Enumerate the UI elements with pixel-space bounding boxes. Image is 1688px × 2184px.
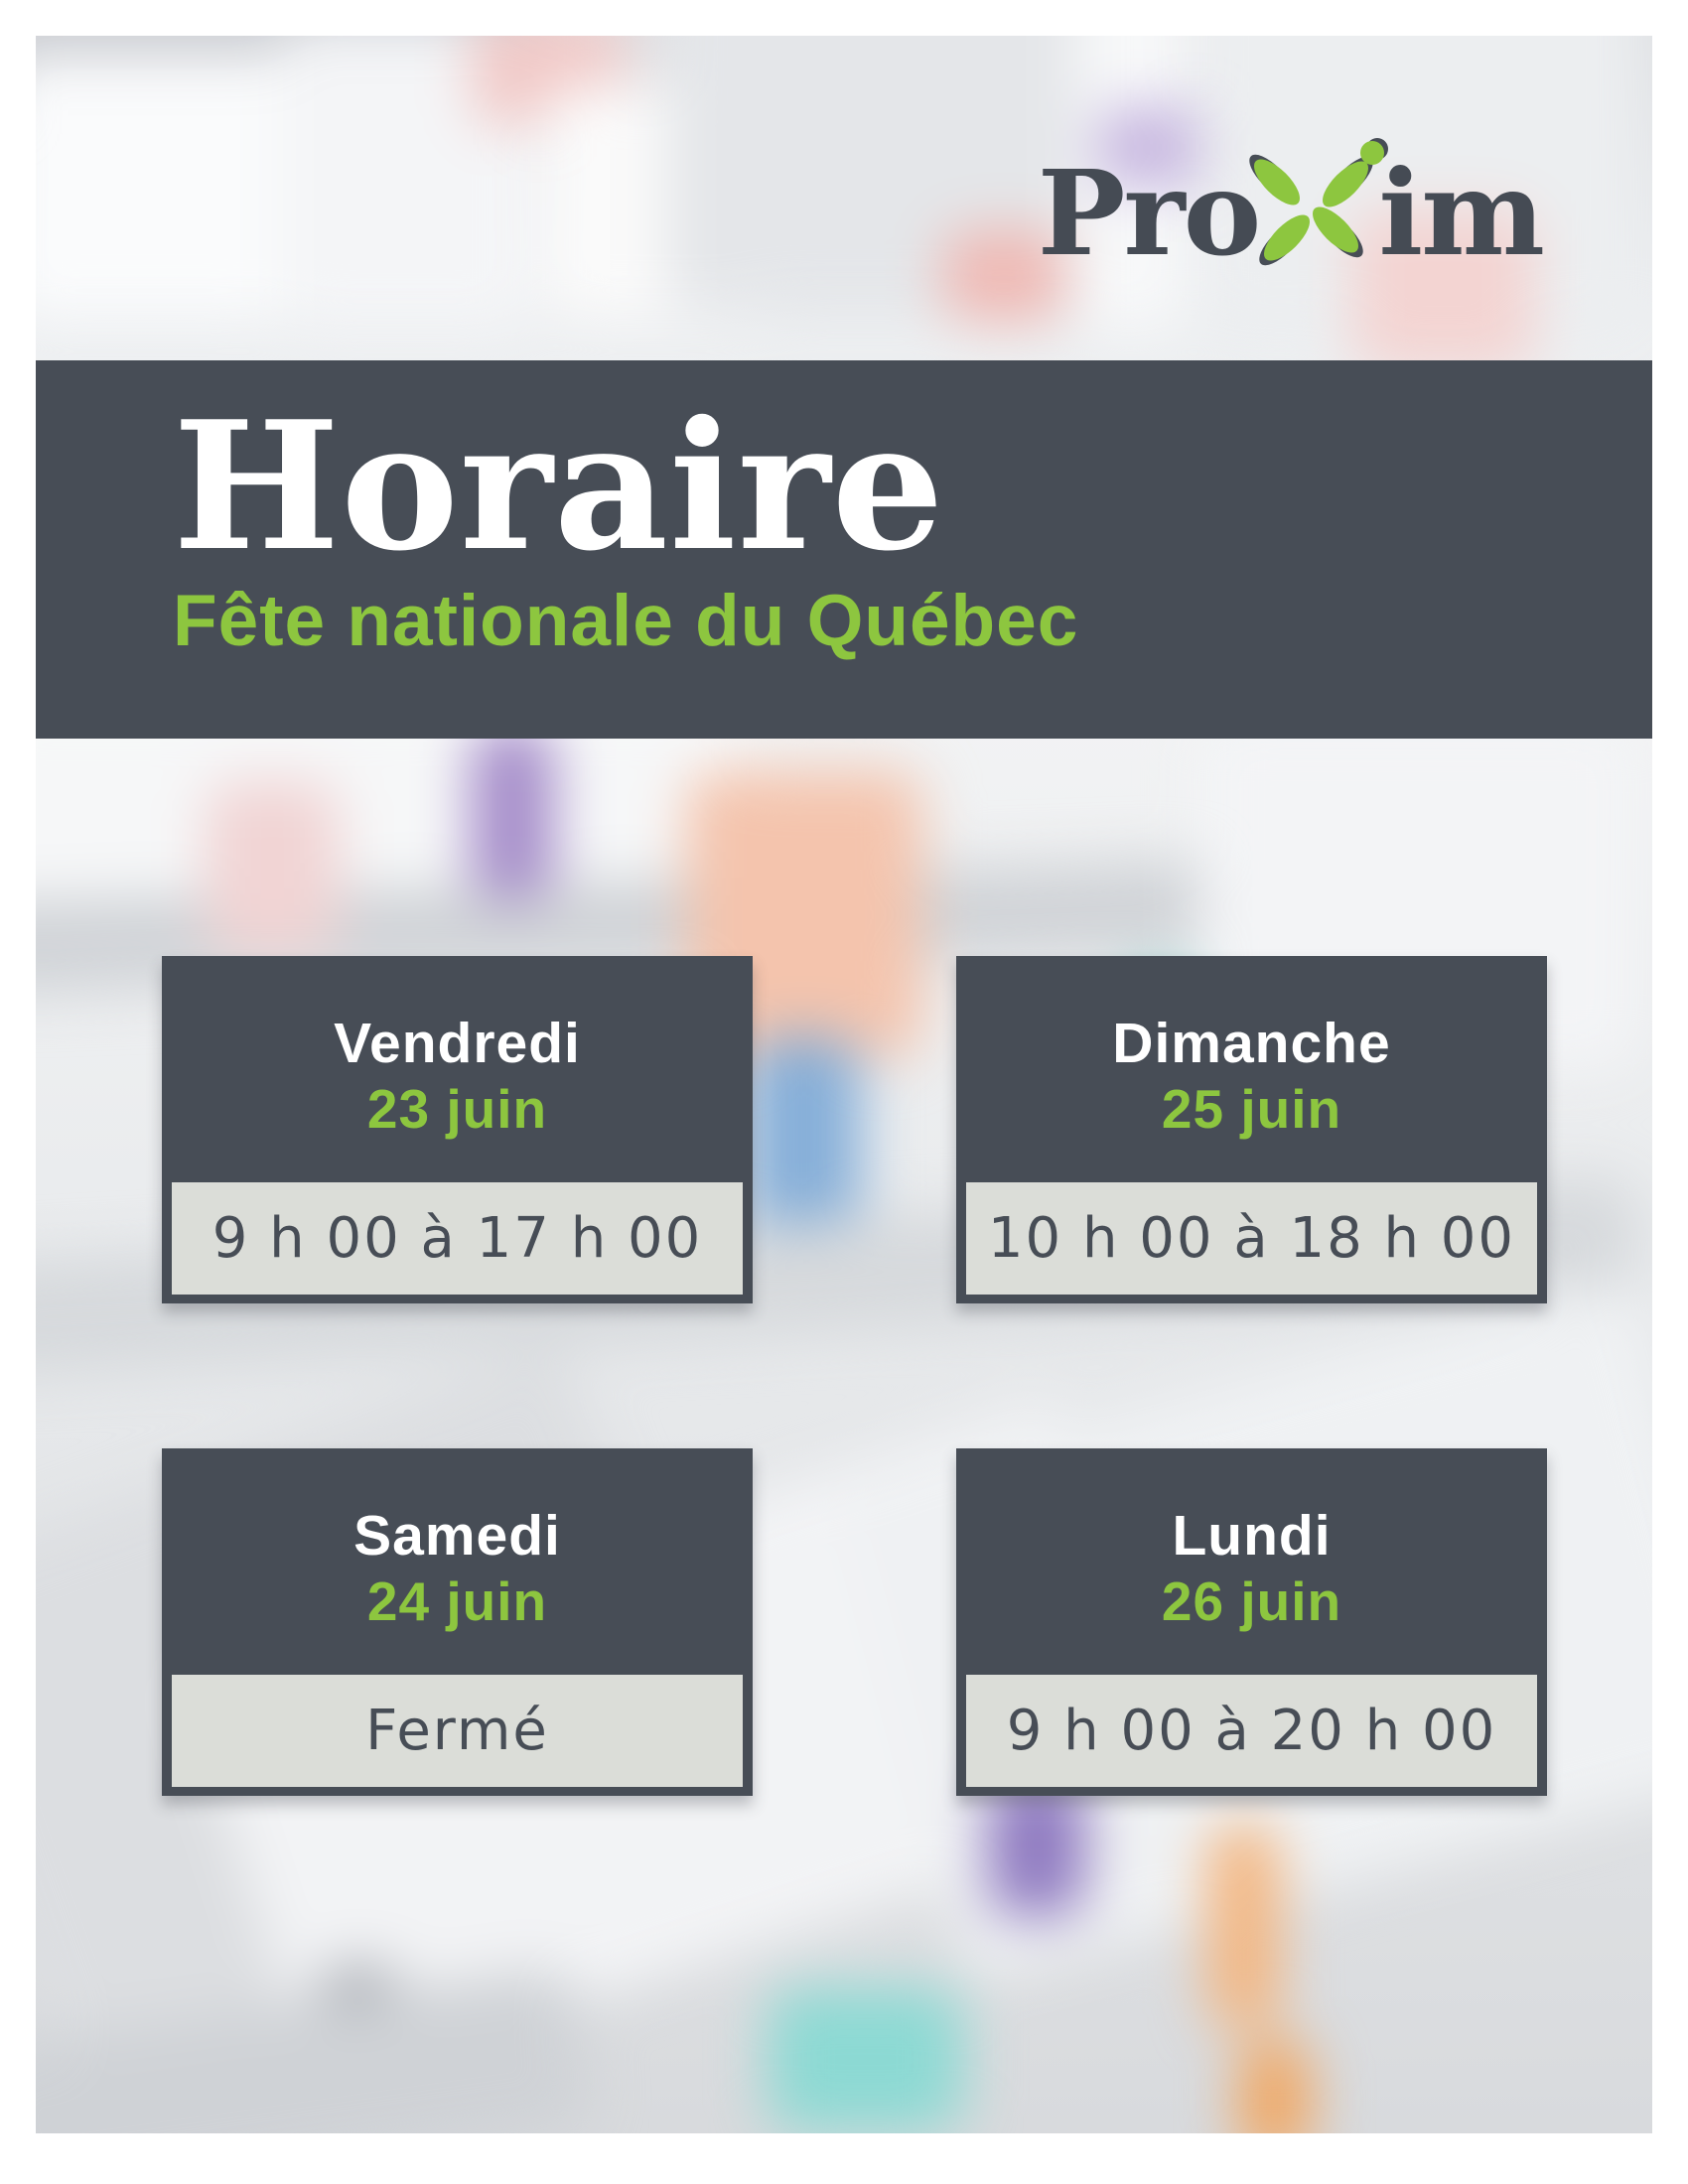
- poster-subtitle: Fête nationale du Québec: [173, 581, 1079, 662]
- background-blob: [472, 725, 553, 898]
- hours-value: 9 h 00 à 20 h 00: [1006, 1698, 1497, 1763]
- schedule-card-vendredi: [162, 956, 753, 1303]
- logo-text-pro: Pro: [1037, 144, 1260, 282]
- logo-text-im: im: [1378, 144, 1543, 282]
- schedule-card-lundi: [956, 1448, 1547, 1796]
- card-header: [956, 1448, 1547, 1675]
- proxim-x-flower-icon: [1253, 141, 1386, 272]
- background-blob: [1208, 1825, 1280, 2029]
- poster-title: Horaire: [173, 382, 945, 590]
- hours-value: Fermé: [365, 1698, 549, 1763]
- card-header: [956, 956, 1547, 1182]
- hours-value: 10 h 00 à 18 h 00: [987, 1205, 1516, 1271]
- day-label: Lundi: [1172, 1504, 1332, 1568]
- flower-petal-icon: [1257, 207, 1317, 267]
- hours-panel: [966, 1182, 1537, 1295]
- hours-panel: [172, 1182, 743, 1295]
- day-label: Vendredi: [334, 1012, 581, 1075]
- day-label: Samedi: [353, 1504, 561, 1568]
- card-header: [162, 1448, 753, 1675]
- schedule-card-samedi: [162, 1448, 753, 1796]
- hours-panel: [172, 1675, 743, 1787]
- background-blob: [206, 781, 339, 955]
- background-blob: [36, 56, 288, 322]
- background-blob: [1239, 2039, 1311, 2133]
- hours-panel: [966, 1675, 1537, 1787]
- flower-petal-icon: [1306, 200, 1365, 259]
- date-label: 26 juin: [1161, 1570, 1342, 1632]
- flower-petal-icon: [1247, 152, 1307, 211]
- title-banner: [36, 360, 1652, 739]
- date-label: 25 juin: [1161, 1078, 1342, 1140]
- day-label: Dimanche: [1112, 1012, 1391, 1075]
- background-blob: [769, 1988, 963, 2131]
- date-label: 24 juin: [366, 1570, 548, 1632]
- schedule-card-dimanche: [956, 956, 1547, 1303]
- card-header: [162, 956, 753, 1182]
- proxim-logo: [1037, 141, 1543, 282]
- hours-value: 9 h 00 à 17 h 00: [211, 1205, 703, 1271]
- date-label: 23 juin: [366, 1078, 548, 1140]
